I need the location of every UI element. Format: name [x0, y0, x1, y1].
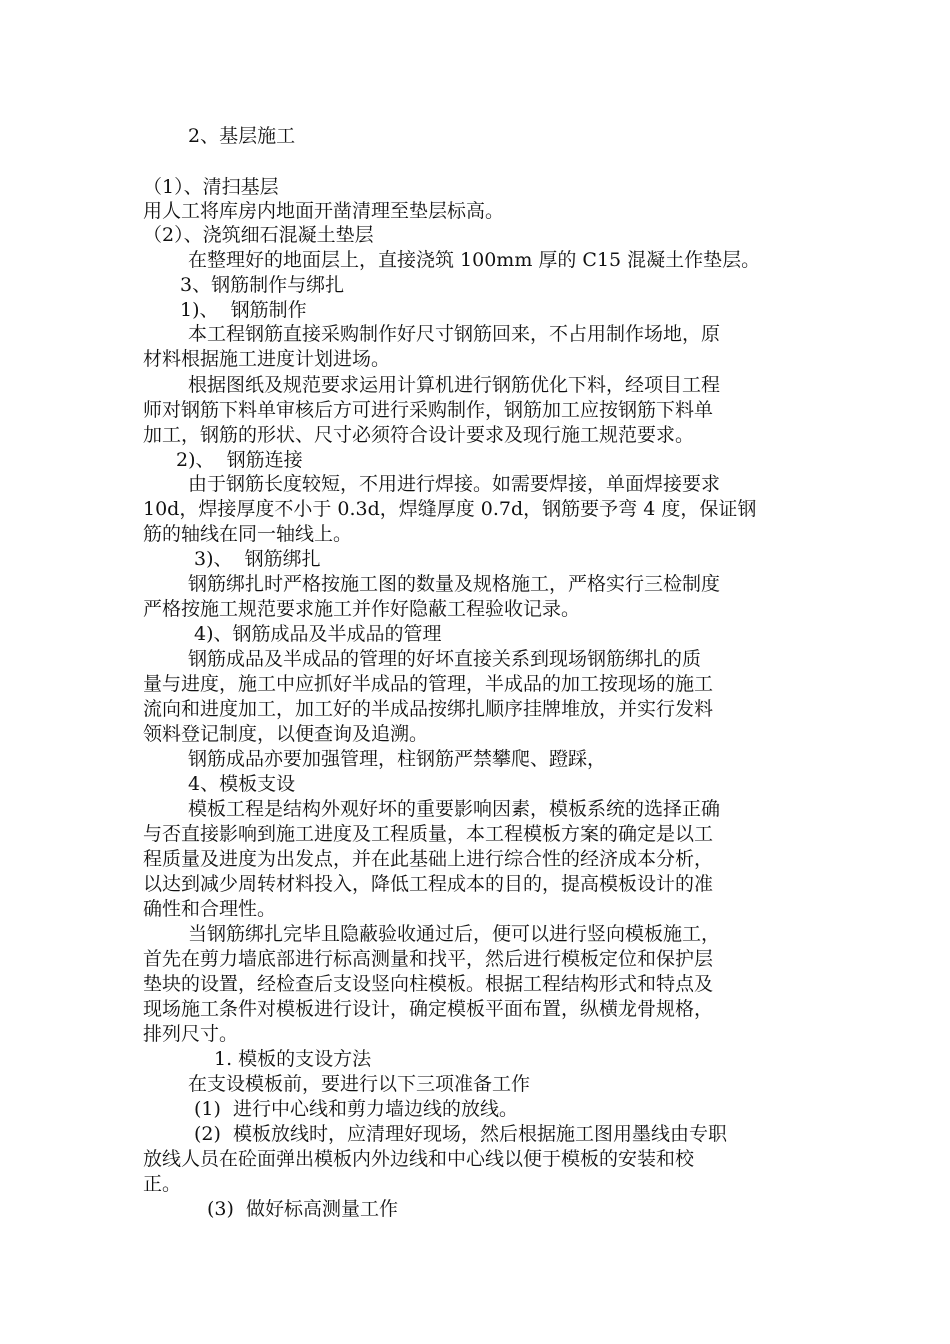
paragraph-line: 钢筋绑扎时严格按施工图的数量及规格施工，严格实行三检制度 [188, 573, 721, 595]
paragraph-line: 本工程钢筋直接采购制作好尺寸钢筋回来，不占用制作场地，原 [188, 323, 721, 345]
paragraph-line: 筋的轴线在同一轴线上。 [143, 523, 353, 545]
subheading-clean-base: （1）、清扫基层 [143, 176, 279, 198]
paragraph-line: 钢筋成品亦要加强管理，柱钢筋严禁攀爬、蹬踩， [188, 748, 607, 770]
paragraph-line: 钢筋成品及半成品的管理的好坏直接关系到现场钢筋绑扎的质 [188, 648, 702, 670]
paragraph-line: 材料根据施工进度计划进场。 [143, 348, 391, 370]
paragraph-line: 当钢筋绑扎完毕且隐蔽验收通过后，便可以进行竖向模板施工， [188, 923, 721, 945]
paragraph-line: 垫块的设置，经检查后支设竖向柱模板。根据工程结构形式和特点及 [143, 973, 714, 995]
paragraph-line: 由于钢筋长度较短，不用进行焊接。如需要焊接，单面焊接要求 [188, 473, 721, 495]
paragraph-line: 放线人员在砼面弹出模板内外边线和中心线以便于模板的安装和校 [143, 1148, 695, 1170]
paragraph-line: 流向和进度加工，加工好的半成品按绑扎顺序挂牌堆放，并实行发料 [143, 698, 714, 720]
paragraph-line: 在整理好的地面层上，直接浇筑 100mm 厚的 C15 混凝土作垫层。 [188, 249, 761, 271]
paragraph-line: 10d，焊接厚度不小于 0.3d，焊缝厚度 0.7d，钢筋要予弯 4 度，保证钢 [143, 498, 757, 520]
paragraph-line: 师对钢筋下料单审核后方可进行采购制作，钢筋加工应按钢筋下料单 [143, 399, 714, 421]
paragraph-line: 以达到减少周转材料投入，降低工程成本的目的，提高模板设计的准 [143, 873, 714, 895]
paragraph-line: 严格按施工规范要求施工并作好隐蔽工程验收记录。 [143, 598, 581, 620]
paragraph-line: 程质量及进度为出发点，并在此基础上进行综合性的经济成本分析， [143, 848, 714, 870]
section-heading-formwork: 4、模板支设 [188, 773, 296, 795]
list-item: (1) 进行中心线和剪力墙边线的放线。 [194, 1098, 518, 1120]
paragraph-line: 正。 [143, 1173, 182, 1195]
subheading-rebar-making: 1)、 钢筋制作 [180, 299, 307, 321]
paragraph-line: 用人工将库房内地面开凿清理至垫层标高。 [143, 200, 505, 222]
paragraph-line: 加工，钢筋的形状、尺寸必须符合设计要求及现行施工规范要求。 [143, 424, 695, 446]
subheading-pour-cushion: （2）、浇筑细石混凝土垫层 [143, 224, 374, 246]
section-heading-base-construction: 2、基层施工 [188, 125, 296, 147]
paragraph-line: 模板工程是结构外观好坏的重要影响因素，模板系统的选择正确 [188, 798, 721, 820]
paragraph-line: 与否直接影响到施工进度及工程质量，本工程模板方案的确定是以工 [143, 823, 714, 845]
subheading-rebar-binding: 3)、 钢筋绑扎 [194, 548, 321, 570]
subheading-rebar-connection: 2)、 钢筋连接 [176, 449, 303, 471]
paragraph-line: 确性和合理性。 [143, 898, 277, 920]
paragraph-line: 根据图纸及规范要求运用计算机进行钢筋优化下料，经项目工程 [188, 374, 721, 396]
paragraph-line: 领料登记制度，以便查询及追溯。 [143, 723, 429, 745]
list-item: (3) 做好标高测量工作 [207, 1198, 398, 1220]
paragraph-line: 首先在剪力墙底部进行标高测量和找平，然后进行模板定位和保护层 [143, 948, 714, 970]
subheading-formwork-method: 1. 模板的支设方法 [214, 1048, 372, 1070]
paragraph-line: 排列尺寸。 [143, 1023, 239, 1045]
paragraph-line: 在支设模板前，要进行以下三项准备工作 [188, 1073, 531, 1095]
paragraph-line: 现场施工条件对模板进行设计，确定模板平面布置，纵横龙骨规格， [143, 998, 714, 1020]
paragraph-line: 量与进度，施工中应抓好半成品的管理，半成品的加工按现场的施工 [143, 673, 714, 695]
list-item: (2) 模板放线时，应清理好现场，然后根据施工图用墨线由专职 [194, 1123, 727, 1145]
section-heading-rebar: 3、钢筋制作与绑扎 [180, 274, 345, 296]
subheading-rebar-products: 4)、钢筋成品及半成品的管理 [194, 623, 442, 645]
